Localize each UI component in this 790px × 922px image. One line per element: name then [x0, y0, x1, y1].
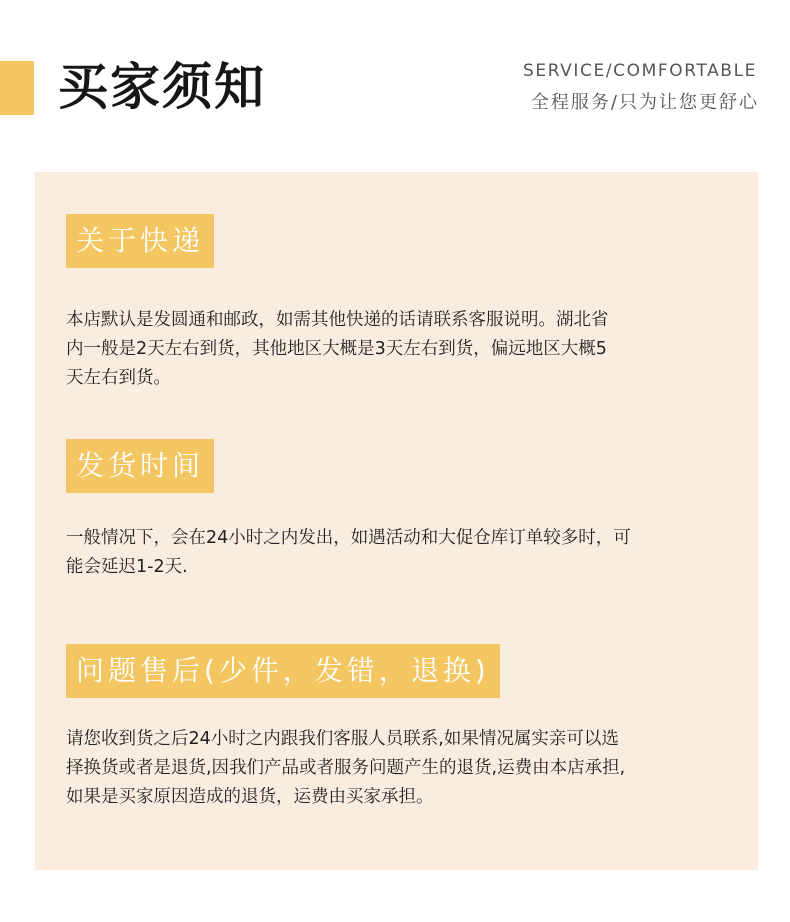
text-line: 天左右到货。 [66, 368, 171, 388]
text-line: 本店默认是发圆通和邮政，如需其他快递的话请联系客服说明。湖北省 [66, 310, 609, 330]
tagline-english: SERVICE/COMFORTABLE [522, 61, 757, 81]
page-title: 买家须知 [58, 58, 266, 116]
text-line: 能会延迟1-2天. [66, 557, 188, 577]
tagline-chinese: 全程服务/只为让您更舒心 [530, 92, 759, 113]
text-line: 请您收到货之后24小时之内跟我们客服人员联系,如果情况属实亲可以选 [66, 729, 619, 749]
section-body-after-sales [66, 725, 750, 812]
section-heading-shipping: 关于快递 [66, 214, 214, 268]
section-heading-after-sales: 问题售后(少件，发错，退换) [66, 644, 500, 698]
text-line: 内一般是2天左右到货，其他地区大概是3天左右到货，偏远地区大概5 [66, 339, 607, 359]
title-accent-bar [0, 61, 34, 115]
text-line: 如果是买家原因造成的退货，运费由买家承担。 [66, 787, 434, 807]
text-line: 择换货或者是退货,因我们产品或者服务问题产生的退货,运费由本店承担, [66, 758, 626, 778]
section-body-shipping [66, 306, 750, 393]
text-line: 一般情况下，会在24小时之内发出，如遇活动和大促仓库订单较多时，可 [66, 528, 631, 548]
section-heading-dispatch-time: 发货时间 [66, 439, 214, 493]
notice-panel [35, 172, 758, 870]
section-body-dispatch-time [66, 524, 750, 582]
